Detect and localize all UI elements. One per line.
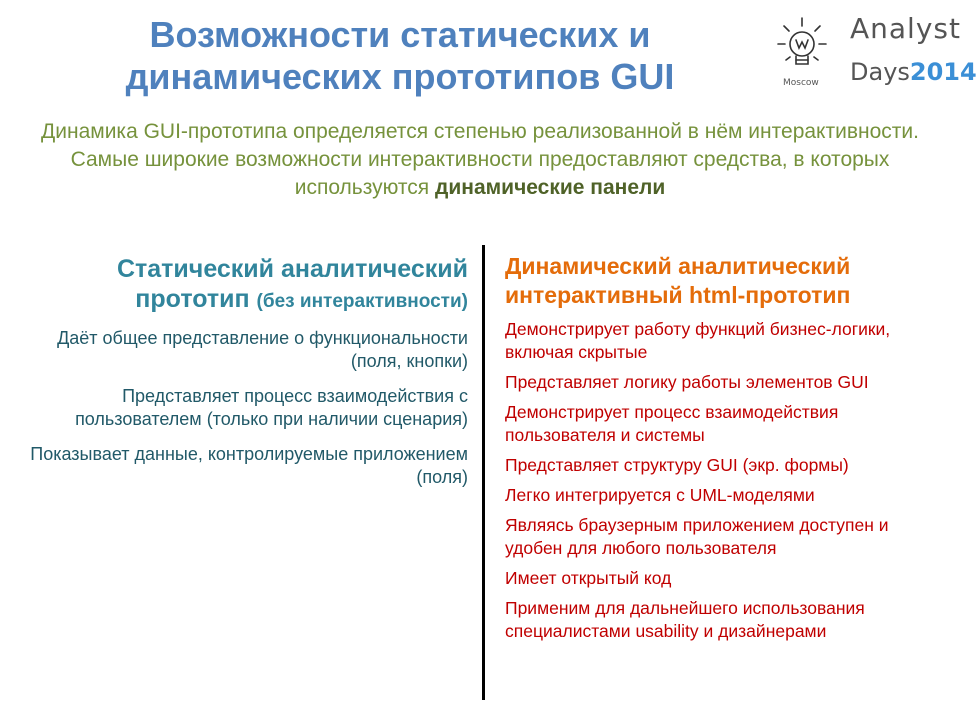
- logo-city: Moscow: [783, 78, 819, 88]
- dynamic-item: Представляет логику работы элементов GUI: [505, 372, 869, 392]
- intro-emphasis: динамические панели: [435, 176, 666, 199]
- column-divider: [482, 245, 485, 700]
- static-heading-note: (без интерактивности): [256, 291, 468, 312]
- logo-text-days: [850, 58, 977, 86]
- static-prototype-column: [30, 254, 468, 501]
- dynamic-item: Демонстрирует процесс взаимодействия пользователя и системы: [505, 402, 839, 445]
- dynamic-item: Демонстрирует работу функций бизнес-логики, включая скрытые: [505, 319, 891, 362]
- intro-paragraph: [40, 118, 920, 202]
- dynamic-prototype-column: [505, 252, 945, 650]
- slide-title: [90, 14, 710, 98]
- dynamic-heading: Динамический аналитический интерактивный html-прототип: [505, 253, 851, 308]
- logo-days: Days: [850, 58, 910, 86]
- dynamic-item: Применим для дальнейшего использования специалистами usability и дизайнерами: [505, 598, 865, 641]
- logo-text-analyst: Analyst: [850, 12, 961, 45]
- dynamic-item: Имеет открытый код: [505, 568, 672, 588]
- intro-text: Динамика GUI-прототипа определяется степенью реализованной в нём интерактивности. Самые широкие возможности интерактивности предоставляют средства, в которых используются: [41, 120, 919, 199]
- logo-year: 2014: [909, 58, 977, 86]
- dynamic-item: Представляет структуру GUI (экр. формы): [505, 455, 849, 475]
- static-item: Даёт общее представление о функциональности (поля, кнопки): [57, 328, 468, 371]
- dynamic-item: Легко интегрируется с UML-моделями: [505, 485, 815, 505]
- static-heading-main: Статический аналитический прототип: [116, 255, 468, 313]
- dynamic-item: Являясь браузерным приложением доступен и удобен для любого пользователя: [505, 515, 889, 558]
- static-item: Представляет процесс взаимодействия с пользователем (только при наличии сценария): [75, 386, 468, 429]
- title-line-1: Возможности статических и: [149, 14, 651, 55]
- static-heading: [30, 254, 468, 317]
- title-line-2: динамических прототипов GUI: [125, 56, 675, 97]
- static-item: Показывает данные, контролируемые приложением (поля): [30, 444, 468, 487]
